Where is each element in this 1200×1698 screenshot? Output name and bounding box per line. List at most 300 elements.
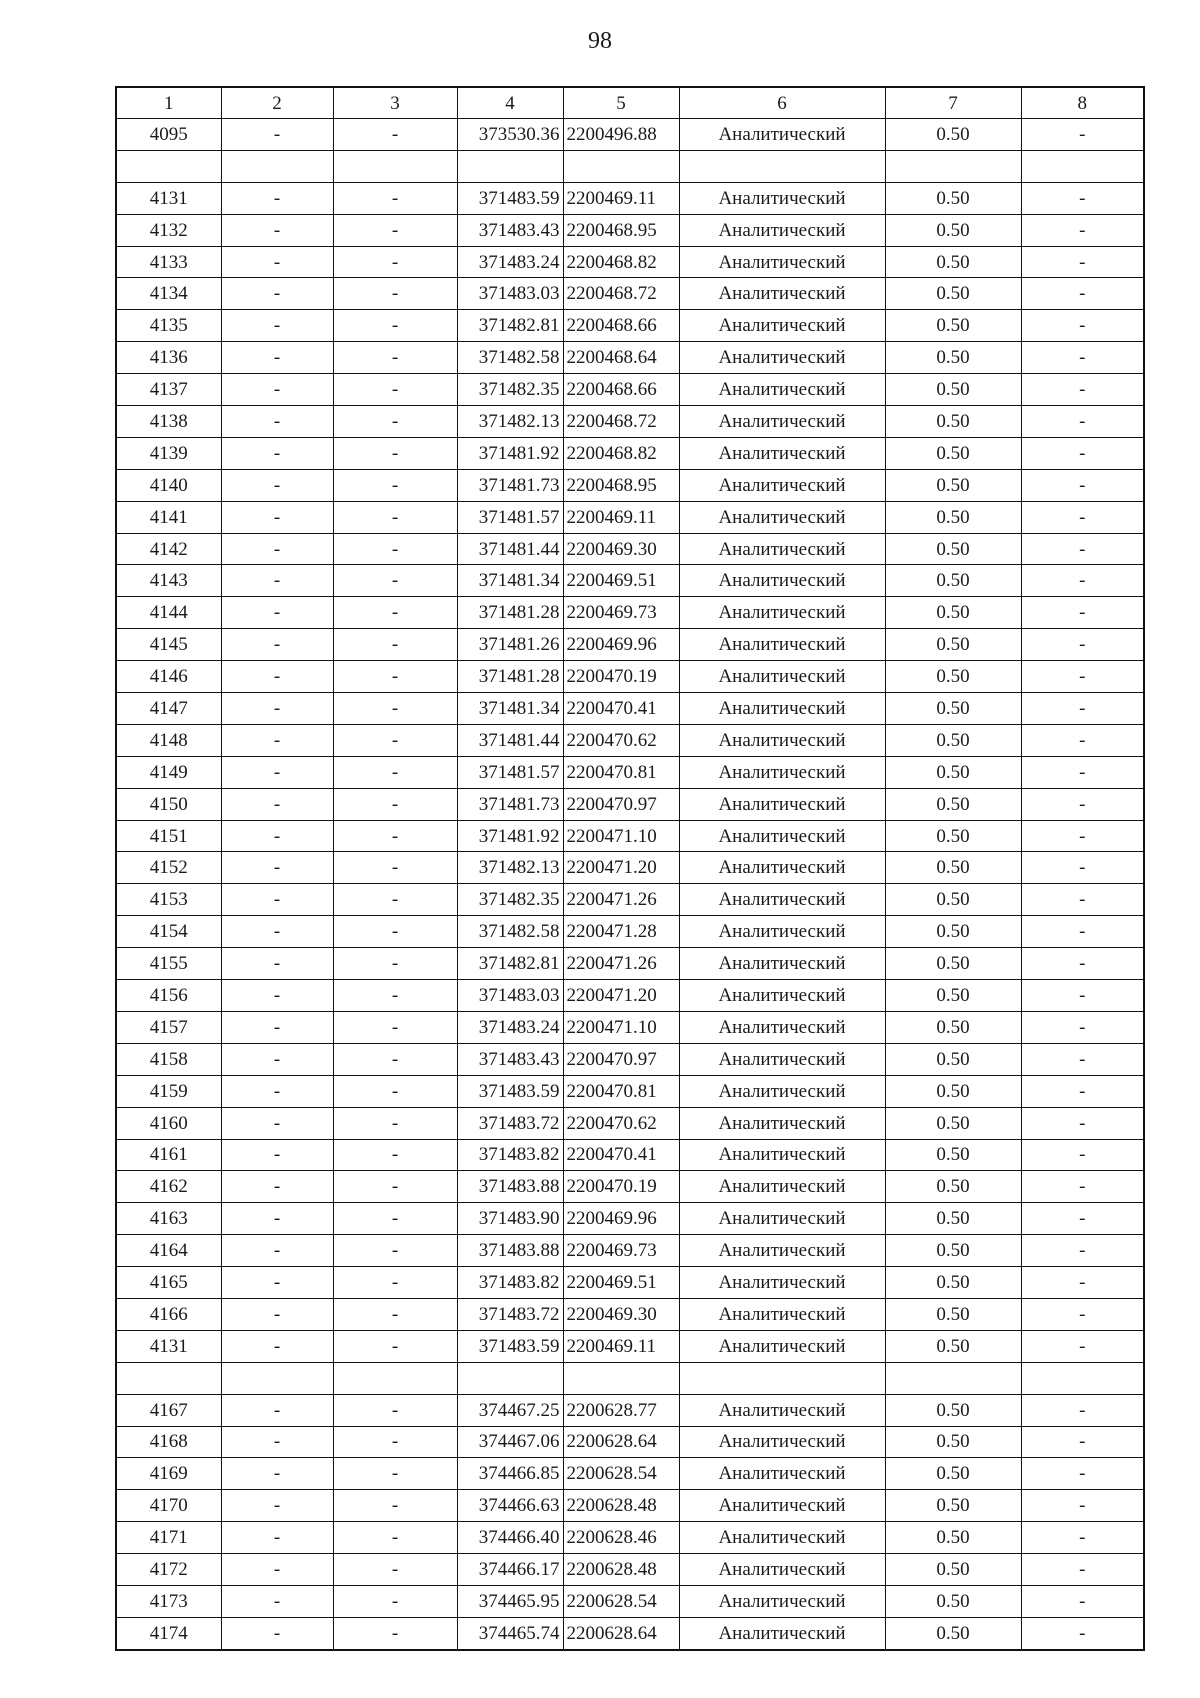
accuracy-cell: 0.50 <box>885 501 1021 533</box>
col3-cell: - <box>333 788 457 820</box>
col8-cell: - <box>1021 820 1144 852</box>
y-coordinate-cell: 2200469.96 <box>563 1203 679 1235</box>
col8-cell: - <box>1021 980 1144 1012</box>
col8-cell: - <box>1021 916 1144 948</box>
x-coordinate-cell: 371483.59 <box>457 1075 563 1107</box>
accuracy-cell: 0.50 <box>885 629 1021 661</box>
y-coordinate-cell: 2200470.97 <box>563 1043 679 1075</box>
point-number-cell: 4167 <box>116 1394 221 1426</box>
col3-cell: - <box>333 1617 457 1649</box>
method-cell: Аналитический <box>679 948 885 980</box>
column-header: 6 <box>679 87 885 119</box>
col3-cell: - <box>333 214 457 246</box>
col2-cell: - <box>221 374 333 406</box>
accuracy-cell: 0.50 <box>885 1235 1021 1267</box>
method-cell: Аналитический <box>679 1522 885 1554</box>
x-coordinate-cell: 371482.58 <box>457 342 563 374</box>
accuracy-cell: 0.50 <box>885 374 1021 406</box>
accuracy-cell: 0.50 <box>885 693 1021 725</box>
y-coordinate-cell: 2200468.64 <box>563 342 679 374</box>
accuracy-cell: 0.50 <box>885 661 1021 693</box>
col8-cell: - <box>1021 724 1144 756</box>
x-coordinate-cell: 371483.03 <box>457 980 563 1012</box>
method-cell: Аналитический <box>679 406 885 438</box>
col2-cell: - <box>221 1426 333 1458</box>
y-coordinate-cell: 2200471.28 <box>563 916 679 948</box>
x-coordinate-cell <box>457 1362 563 1394</box>
col8-cell: - <box>1021 1490 1144 1522</box>
method-cell: Аналитический <box>679 1011 885 1043</box>
y-coordinate-cell: 2200470.81 <box>563 1075 679 1107</box>
accuracy-cell: 0.50 <box>885 246 1021 278</box>
method-cell: Аналитический <box>679 1139 885 1171</box>
method-cell <box>679 150 885 182</box>
col2-cell: - <box>221 437 333 469</box>
x-coordinate-cell: 371481.44 <box>457 724 563 756</box>
point-number-cell: 4168 <box>116 1426 221 1458</box>
y-coordinate-cell: 2200468.82 <box>563 437 679 469</box>
x-coordinate-cell: 371482.13 <box>457 852 563 884</box>
method-cell: Аналитический <box>679 246 885 278</box>
col2-cell: - <box>221 1458 333 1490</box>
accuracy-cell: 0.50 <box>885 1617 1021 1649</box>
col3-cell: - <box>333 246 457 278</box>
method-cell: Аналитический <box>679 693 885 725</box>
accuracy-cell: 0.50 <box>885 1171 1021 1203</box>
accuracy-cell: 0.50 <box>885 533 1021 565</box>
col8-cell: - <box>1021 884 1144 916</box>
point-number-cell: 4143 <box>116 565 221 597</box>
x-coordinate-cell: 371483.88 <box>457 1171 563 1203</box>
col8-cell: - <box>1021 406 1144 438</box>
col2-cell: - <box>221 1139 333 1171</box>
point-number-cell: 4134 <box>116 278 221 310</box>
accuracy-cell: 0.50 <box>885 948 1021 980</box>
method-cell: Аналитический <box>679 756 885 788</box>
table-header-row <box>116 87 1144 119</box>
x-coordinate-cell: 371481.73 <box>457 469 563 501</box>
point-number-cell: 4146 <box>116 661 221 693</box>
table-row <box>116 437 1144 469</box>
table-row <box>116 1585 1144 1617</box>
y-coordinate-cell: 2200628.48 <box>563 1554 679 1586</box>
table-row <box>116 629 1144 661</box>
col8-cell: - <box>1021 214 1144 246</box>
col2-cell: - <box>221 565 333 597</box>
col2-cell <box>221 150 333 182</box>
col2-cell: - <box>221 1490 333 1522</box>
method-cell: Аналитический <box>679 597 885 629</box>
col3-cell: - <box>333 948 457 980</box>
col8-cell: - <box>1021 629 1144 661</box>
method-cell: Аналитический <box>679 884 885 916</box>
column-header: 3 <box>333 87 457 119</box>
point-number-cell: 4169 <box>116 1458 221 1490</box>
accuracy-cell: 0.50 <box>885 1585 1021 1617</box>
x-coordinate-cell: 374466.17 <box>457 1554 563 1586</box>
x-coordinate-cell: 374466.40 <box>457 1522 563 1554</box>
y-coordinate-cell: 2200628.46 <box>563 1522 679 1554</box>
method-cell: Аналитический <box>679 852 885 884</box>
accuracy-cell: 0.50 <box>885 916 1021 948</box>
x-coordinate-cell: 371481.57 <box>457 501 563 533</box>
col3-cell: - <box>333 374 457 406</box>
accuracy-cell: 0.50 <box>885 119 1021 151</box>
accuracy-cell: 0.50 <box>885 214 1021 246</box>
col8-cell: - <box>1021 852 1144 884</box>
col3-cell: - <box>333 884 457 916</box>
col2-cell: - <box>221 406 333 438</box>
col3-cell: - <box>333 724 457 756</box>
method-cell: Аналитический <box>679 310 885 342</box>
point-number-cell: 4157 <box>116 1011 221 1043</box>
table-row <box>116 1107 1144 1139</box>
y-coordinate-cell: 2200469.51 <box>563 565 679 597</box>
column-header: 7 <box>885 87 1021 119</box>
x-coordinate-cell: 371483.43 <box>457 214 563 246</box>
col8-cell: - <box>1021 1203 1144 1235</box>
method-cell: Аналитический <box>679 1394 885 1426</box>
col2-cell: - <box>221 1011 333 1043</box>
col3-cell: - <box>333 342 457 374</box>
accuracy-cell: 0.50 <box>885 1490 1021 1522</box>
table-row <box>116 214 1144 246</box>
y-coordinate-cell: 2200471.26 <box>563 884 679 916</box>
table-row <box>116 1554 1144 1586</box>
table-row <box>116 1458 1144 1490</box>
col8-cell: - <box>1021 374 1144 406</box>
table-row <box>116 980 1144 1012</box>
table-row <box>116 1235 1144 1267</box>
col3-cell: - <box>333 1330 457 1362</box>
col8-cell: - <box>1021 437 1144 469</box>
col2-cell: - <box>221 629 333 661</box>
point-number-cell: 4164 <box>116 1235 221 1267</box>
col8-cell: - <box>1021 1075 1144 1107</box>
accuracy-cell: 0.50 <box>885 437 1021 469</box>
col2-cell: - <box>221 884 333 916</box>
method-cell: Аналитический <box>679 1490 885 1522</box>
column-header: 1 <box>116 87 221 119</box>
table-row <box>116 1043 1144 1075</box>
method-cell: Аналитический <box>679 980 885 1012</box>
point-number-cell: 4144 <box>116 597 221 629</box>
col8-cell: - <box>1021 119 1144 151</box>
col2-cell: - <box>221 533 333 565</box>
col2-cell: - <box>221 1235 333 1267</box>
accuracy-cell: 0.50 <box>885 756 1021 788</box>
accuracy-cell: 0.50 <box>885 852 1021 884</box>
point-number-cell: 4136 <box>116 342 221 374</box>
table-row <box>116 948 1144 980</box>
col8-cell: - <box>1021 1394 1144 1426</box>
col2-cell: - <box>221 788 333 820</box>
table-row <box>116 820 1144 852</box>
y-coordinate-cell: 2200470.41 <box>563 693 679 725</box>
method-cell: Аналитический <box>679 820 885 852</box>
y-coordinate-cell: 2200628.77 <box>563 1394 679 1426</box>
accuracy-cell: 0.50 <box>885 1107 1021 1139</box>
accuracy-cell <box>885 1362 1021 1394</box>
col3-cell: - <box>333 1298 457 1330</box>
table-row <box>116 182 1144 214</box>
method-cell: Аналитический <box>679 374 885 406</box>
table-row <box>116 469 1144 501</box>
col2-cell: - <box>221 119 333 151</box>
y-coordinate-cell: 2200469.11 <box>563 501 679 533</box>
col2-cell: - <box>221 980 333 1012</box>
accuracy-cell: 0.50 <box>885 980 1021 1012</box>
point-number-cell: 4150 <box>116 788 221 820</box>
col8-cell: - <box>1021 1585 1144 1617</box>
column-header: 8 <box>1021 87 1144 119</box>
page-number: 98 <box>588 28 612 54</box>
point-number-cell: 4095 <box>116 119 221 151</box>
y-coordinate-cell: 2200628.48 <box>563 1490 679 1522</box>
col2-cell: - <box>221 724 333 756</box>
y-coordinate-cell: 2200469.73 <box>563 1235 679 1267</box>
point-number-cell: 4165 <box>116 1267 221 1299</box>
col3-cell: - <box>333 1458 457 1490</box>
point-number-cell: 4135 <box>116 310 221 342</box>
accuracy-cell: 0.50 <box>885 310 1021 342</box>
table-row <box>116 1267 1144 1299</box>
col2-cell: - <box>221 948 333 980</box>
y-coordinate-cell: 2200470.81 <box>563 756 679 788</box>
x-coordinate-cell: 371481.73 <box>457 788 563 820</box>
method-cell: Аналитический <box>679 1235 885 1267</box>
y-coordinate-cell: 2200470.62 <box>563 1107 679 1139</box>
point-number-cell: 4154 <box>116 916 221 948</box>
col8-cell: - <box>1021 1330 1144 1362</box>
table-row <box>116 533 1144 565</box>
col8-cell: - <box>1021 310 1144 342</box>
point-number-cell: 4170 <box>116 1490 221 1522</box>
point-number-cell: 4141 <box>116 501 221 533</box>
x-coordinate-cell: 371482.13 <box>457 406 563 438</box>
x-coordinate-cell: 371481.28 <box>457 597 563 629</box>
col8-cell <box>1021 150 1144 182</box>
col8-cell: - <box>1021 756 1144 788</box>
col3-cell: - <box>333 661 457 693</box>
table-row <box>116 246 1144 278</box>
col2-cell: - <box>221 1617 333 1649</box>
x-coordinate-cell: 374465.95 <box>457 1585 563 1617</box>
x-coordinate-cell: 374466.63 <box>457 1490 563 1522</box>
y-coordinate-cell: 2200469.30 <box>563 1298 679 1330</box>
col3-cell: - <box>333 1171 457 1203</box>
col3-cell: - <box>333 501 457 533</box>
y-coordinate-cell: 2200469.11 <box>563 1330 679 1362</box>
y-coordinate-cell: 2200496.88 <box>563 119 679 151</box>
col3-cell: - <box>333 1235 457 1267</box>
col3-cell: - <box>333 278 457 310</box>
y-coordinate-cell: 2200468.95 <box>563 469 679 501</box>
accuracy-cell: 0.50 <box>885 1458 1021 1490</box>
method-cell: Аналитический <box>679 1075 885 1107</box>
y-coordinate-cell: 2200468.66 <box>563 310 679 342</box>
method-cell: Аналитический <box>679 437 885 469</box>
x-coordinate-cell: 371483.24 <box>457 1011 563 1043</box>
col8-cell: - <box>1021 469 1144 501</box>
x-coordinate-cell: 371482.35 <box>457 374 563 406</box>
point-number-cell: 4131 <box>116 182 221 214</box>
y-coordinate-cell: 2200468.95 <box>563 214 679 246</box>
col3-cell: - <box>333 916 457 948</box>
col2-cell: - <box>221 469 333 501</box>
y-coordinate-cell <box>563 1362 679 1394</box>
x-coordinate-cell: 374466.85 <box>457 1458 563 1490</box>
table-row <box>116 342 1144 374</box>
method-cell: Аналитический <box>679 1458 885 1490</box>
point-number-cell: 4173 <box>116 1585 221 1617</box>
col2-cell: - <box>221 820 333 852</box>
col3-cell: - <box>333 119 457 151</box>
y-coordinate-cell: 2200468.66 <box>563 374 679 406</box>
col2-cell: - <box>221 1171 333 1203</box>
col8-cell: - <box>1021 182 1144 214</box>
x-coordinate-cell: 371481.26 <box>457 629 563 661</box>
method-cell: Аналитический <box>679 629 885 661</box>
col2-cell: - <box>221 916 333 948</box>
col2-cell: - <box>221 1075 333 1107</box>
table-row <box>116 788 1144 820</box>
x-coordinate-cell: 371483.59 <box>457 182 563 214</box>
col2-cell: - <box>221 1554 333 1586</box>
col3-cell: - <box>333 1043 457 1075</box>
method-cell: Аналитический <box>679 1298 885 1330</box>
accuracy-cell: 0.50 <box>885 1139 1021 1171</box>
x-coordinate-cell: 371483.90 <box>457 1203 563 1235</box>
col3-cell: - <box>333 820 457 852</box>
y-coordinate-cell: 2200469.11 <box>563 182 679 214</box>
point-number-cell <box>116 150 221 182</box>
col3-cell: - <box>333 629 457 661</box>
col8-cell: - <box>1021 246 1144 278</box>
method-cell: Аналитический <box>679 1107 885 1139</box>
y-coordinate-cell: 2200469.30 <box>563 533 679 565</box>
table-row <box>116 1617 1144 1649</box>
table-row <box>116 1522 1144 1554</box>
col8-cell: - <box>1021 1617 1144 1649</box>
col3-cell <box>333 150 457 182</box>
point-number-cell: 4156 <box>116 980 221 1012</box>
point-number-cell: 4159 <box>116 1075 221 1107</box>
method-cell: Аналитический <box>679 1554 885 1586</box>
col2-cell: - <box>221 278 333 310</box>
point-number-cell: 4139 <box>116 437 221 469</box>
table-row <box>116 565 1144 597</box>
accuracy-cell: 0.50 <box>885 342 1021 374</box>
point-number-cell: 4152 <box>116 852 221 884</box>
col8-cell: - <box>1021 661 1144 693</box>
table-row <box>116 406 1144 438</box>
table-row <box>116 1203 1144 1235</box>
y-coordinate-cell: 2200471.20 <box>563 980 679 1012</box>
point-number-cell: 4133 <box>116 246 221 278</box>
accuracy-cell: 0.50 <box>885 884 1021 916</box>
col3-cell: - <box>333 437 457 469</box>
table-row <box>116 1298 1144 1330</box>
x-coordinate-cell: 374467.25 <box>457 1394 563 1426</box>
x-coordinate-cell: 371483.03 <box>457 278 563 310</box>
point-number-cell: 4149 <box>116 756 221 788</box>
point-number-cell: 4138 <box>116 406 221 438</box>
col8-cell: - <box>1021 1043 1144 1075</box>
coordinates-table <box>115 86 1145 1651</box>
col8-cell <box>1021 1362 1144 1394</box>
table-row <box>116 597 1144 629</box>
col2-cell: - <box>221 1298 333 1330</box>
x-coordinate-cell: 371481.44 <box>457 533 563 565</box>
x-coordinate-cell: 371482.58 <box>457 916 563 948</box>
col3-cell: - <box>333 1139 457 1171</box>
col8-cell: - <box>1021 1298 1144 1330</box>
method-cell: Аналитический <box>679 1043 885 1075</box>
y-coordinate-cell: 2200471.20 <box>563 852 679 884</box>
x-coordinate-cell: 371483.82 <box>457 1267 563 1299</box>
col8-cell: - <box>1021 1267 1144 1299</box>
x-coordinate-cell: 371483.72 <box>457 1107 563 1139</box>
col2-cell: - <box>221 246 333 278</box>
col3-cell: - <box>333 533 457 565</box>
accuracy-cell: 0.50 <box>885 1043 1021 1075</box>
y-coordinate-cell: 2200628.64 <box>563 1426 679 1458</box>
col2-cell: - <box>221 1203 333 1235</box>
x-coordinate-cell: 371482.81 <box>457 948 563 980</box>
col3-cell: - <box>333 693 457 725</box>
accuracy-cell: 0.50 <box>885 724 1021 756</box>
point-number-cell: 4153 <box>116 884 221 916</box>
method-cell: Аналитический <box>679 1330 885 1362</box>
y-coordinate-cell: 2200469.51 <box>563 1267 679 1299</box>
method-cell: Аналитический <box>679 119 885 151</box>
table-row <box>116 661 1144 693</box>
col2-cell: - <box>221 597 333 629</box>
col8-cell: - <box>1021 278 1144 310</box>
col2-cell <box>221 1362 333 1394</box>
method-cell: Аналитический <box>679 1203 885 1235</box>
accuracy-cell: 0.50 <box>885 1522 1021 1554</box>
x-coordinate-cell: 371482.81 <box>457 310 563 342</box>
x-coordinate-cell: 371483.82 <box>457 1139 563 1171</box>
accuracy-cell: 0.50 <box>885 1426 1021 1458</box>
method-cell: Аналитический <box>679 724 885 756</box>
table-row <box>116 119 1144 151</box>
col2-cell: - <box>221 342 333 374</box>
point-number-cell: 4147 <box>116 693 221 725</box>
col2-cell: - <box>221 1043 333 1075</box>
table-row <box>116 310 1144 342</box>
accuracy-cell: 0.50 <box>885 182 1021 214</box>
y-coordinate-cell <box>563 150 679 182</box>
point-number-cell: 4160 <box>116 1107 221 1139</box>
method-cell: Аналитический <box>679 1267 885 1299</box>
point-number-cell: 4148 <box>116 724 221 756</box>
col8-cell: - <box>1021 342 1144 374</box>
col2-cell: - <box>221 756 333 788</box>
y-coordinate-cell: 2200470.19 <box>563 1171 679 1203</box>
col8-cell: - <box>1021 1171 1144 1203</box>
point-number-cell: 4137 <box>116 374 221 406</box>
col8-cell: - <box>1021 501 1144 533</box>
col2-cell: - <box>221 852 333 884</box>
col3-cell: - <box>333 1585 457 1617</box>
col3-cell: - <box>333 1490 457 1522</box>
accuracy-cell: 0.50 <box>885 406 1021 438</box>
table-body <box>116 119 1144 1650</box>
table-row <box>116 278 1144 310</box>
